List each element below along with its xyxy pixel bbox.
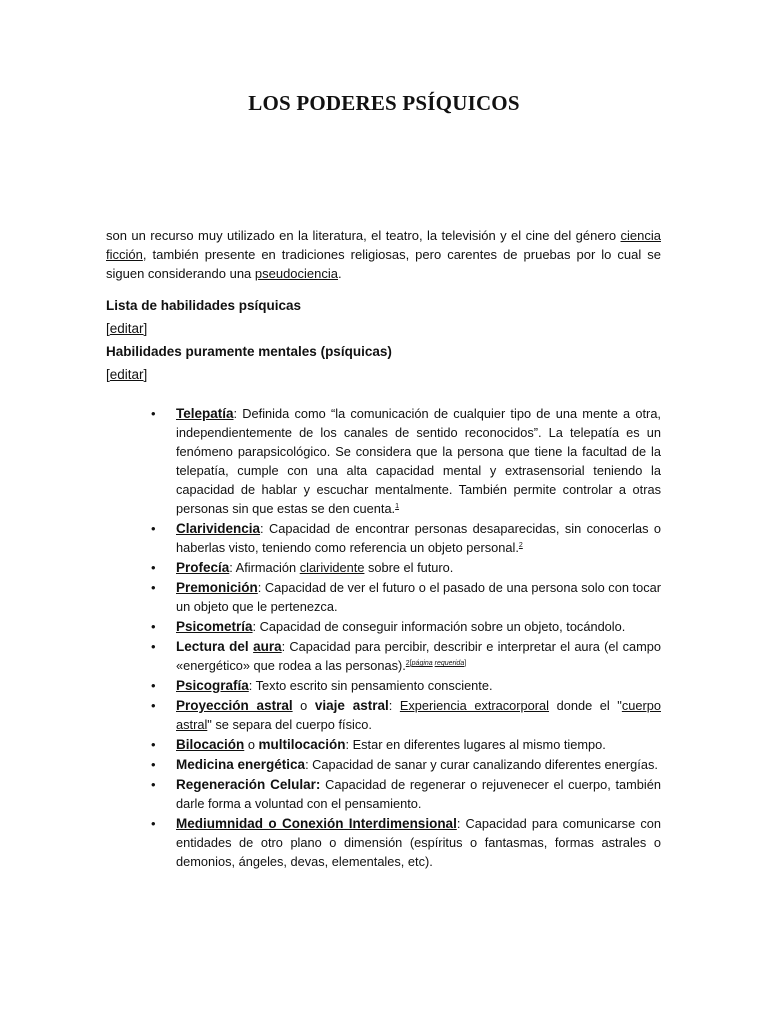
intro-paragraph xyxy=(106,226,661,283)
note-pagina[interactable]: página xyxy=(411,660,433,667)
note-bracket-open: [ xyxy=(409,660,412,667)
bullet-icon: • xyxy=(151,619,156,634)
list-item-clarividencia xyxy=(150,519,661,557)
item-text: : Capacidad de encontrar personas desaparecidas, sin conocerlas o haberlas visto, teniendo como referencia un objeto personal. xyxy=(176,521,661,555)
link-telepatia[interactable]: Telepatía xyxy=(176,406,234,421)
list-item-medicina-energetica xyxy=(150,755,661,774)
link-profecia[interactable]: Profecía xyxy=(176,560,230,575)
list-item-psicografia xyxy=(150,676,661,695)
item-text: : Capacidad de sanar y curar canalizando diferentes energías. xyxy=(305,757,658,772)
intro-text-3: . xyxy=(338,266,342,281)
list-item-bilocacion xyxy=(150,735,661,754)
bullet-icon: • xyxy=(151,678,156,693)
item-text-3: " se separa del cuerpo físico. xyxy=(207,717,372,732)
item-text: : Capacidad para comunicarse con entidades de otro plano o dimensión (espíritus o fantasmas, formas astrales o demonios, ángeles, devas, elementales, etc). xyxy=(176,816,661,869)
link-clarividente[interactable]: clarividente xyxy=(299,560,365,575)
link-pseudociencia[interactable]: pseudociencia xyxy=(254,266,339,281)
bullet-icon: • xyxy=(151,406,156,421)
intro-text-1: son un recurso muy utilizado en la literatura, el teatro, la televisión y el cine del género xyxy=(106,228,621,243)
list-item-premonicion xyxy=(150,578,661,616)
note-bracket-close: ] xyxy=(464,660,467,667)
footnote-ref[interactable]: 1 xyxy=(395,503,400,510)
section-heading-list: Lista de habilidades psíquicas xyxy=(106,298,302,313)
term-medicina-energetica: Medicina energética xyxy=(176,757,306,772)
footnote-ref[interactable]: 2 xyxy=(405,660,410,667)
bullet-icon: • xyxy=(151,737,156,752)
abilities-list xyxy=(150,404,661,872)
bullet-icon: • xyxy=(151,639,156,654)
item-text-2: donde el " xyxy=(549,698,622,713)
edit-link-section-list xyxy=(106,321,147,336)
list-item-mediumnidad xyxy=(150,814,661,871)
item-text: : Texto escrito sin pensamiento consciente. xyxy=(248,678,493,693)
link-psicometria[interactable]: Psicometría xyxy=(176,619,253,634)
edit-link[interactable]: editar xyxy=(109,367,144,382)
item-mid: o xyxy=(244,737,259,752)
item-text: : Definida como “la comunicación de cualquier tipo de una mente a otra, independientemente de los canales de sentido reconocidos”. La telepatía es un fenómeno parapsicológico. Se considera que la persona que tiene la facultad de la telepatía, cumple con una alta capacidad mental y extrasensorial teniendo la capacidad de hablar y escuchar mentalmente. También permite controlar a otras personas sin que estas se den cuenta. xyxy=(176,406,661,516)
item-text: : xyxy=(388,698,400,713)
bullet-icon: • xyxy=(151,816,156,831)
list-item-lectura-aura xyxy=(150,637,661,675)
edit-link-section-mental xyxy=(106,367,147,382)
link-premonicion[interactable]: Premonición xyxy=(176,580,258,595)
bullet-icon: • xyxy=(151,777,156,792)
intro-text-2: , también presente en tradiciones religiosas, pero carentes de pruebas por lo cual se siguen considerando una xyxy=(106,247,661,281)
edit-bracket-open: [ xyxy=(106,367,110,382)
bullet-icon: • xyxy=(151,757,156,772)
footnote-ref[interactable]: 2 xyxy=(518,542,523,549)
item-text: : Capacidad de ver el futuro o el pasado de una persona solo con tocar un objeto que le pertenezca. xyxy=(176,580,661,614)
edit-bracket-close: ] xyxy=(143,367,148,382)
link-clarividencia[interactable]: Clarividencia xyxy=(176,521,261,536)
note-requerida[interactable]: requerida xyxy=(434,660,465,667)
edit-link[interactable]: editar xyxy=(109,321,144,336)
list-item-psicometria xyxy=(150,617,661,636)
item-mid: o xyxy=(292,698,315,713)
list-item-telepatia xyxy=(150,404,661,518)
item-text: : Estar en diferentes lugares al mismo tiempo. xyxy=(345,737,606,752)
bullet-icon: • xyxy=(151,521,156,536)
link-proyeccion-astral[interactable]: Proyección astral xyxy=(176,698,293,713)
term-regeneracion-celular: Regeneración Celular: xyxy=(176,777,321,792)
link-mediumnidad[interactable]: Mediumnidad o Conexión Interdimensional xyxy=(176,816,457,831)
section-heading-mental: Habilidades puramente mentales (psíquicas) xyxy=(106,344,392,359)
bullet-icon: • xyxy=(151,580,156,595)
link-bilocacion[interactable]: Bilocación xyxy=(176,737,245,752)
item-text: Capacidad de regenerar o rejuvenecer el cuerpo, también darle forma a voluntad con el pensamiento. xyxy=(176,777,661,811)
page-title: LOS PODERES PSÍQUICOS xyxy=(248,91,520,115)
item-text: : Afirmación xyxy=(229,560,300,575)
term-multilocacion: multilocación xyxy=(258,737,346,752)
list-item-proyeccion-astral xyxy=(150,696,661,734)
term-lectura-del: Lectura del xyxy=(176,639,254,654)
term-viaje-astral: viaje astral xyxy=(314,698,389,713)
item-text: : Capacidad de conseguir información sobre un objeto, tocándolo. xyxy=(252,619,626,634)
item-text: : Capacidad para percibir, describir e interpretar el aura (el campo «energético» que rodea a las personas). xyxy=(176,639,661,673)
link-experiencia-extracorporal[interactable]: Experiencia extracorporal xyxy=(399,698,550,713)
link-cuerpo-astral[interactable]: cuerpo astral xyxy=(176,698,661,732)
link-aura[interactable]: aura xyxy=(253,639,282,654)
bullet-icon: • xyxy=(151,560,156,575)
item-text-2: sobre el futuro. xyxy=(364,560,454,575)
edit-bracket-close: ] xyxy=(143,321,148,336)
link-ciencia-ficcion[interactable]: ciencia ficción xyxy=(106,228,661,262)
list-item-regeneracion-celular xyxy=(150,775,661,813)
bullet-icon: • xyxy=(151,698,156,713)
edit-bracket-open: [ xyxy=(106,321,110,336)
link-psicografia[interactable]: Psicografía xyxy=(176,678,249,693)
list-item-profecia xyxy=(150,558,661,577)
